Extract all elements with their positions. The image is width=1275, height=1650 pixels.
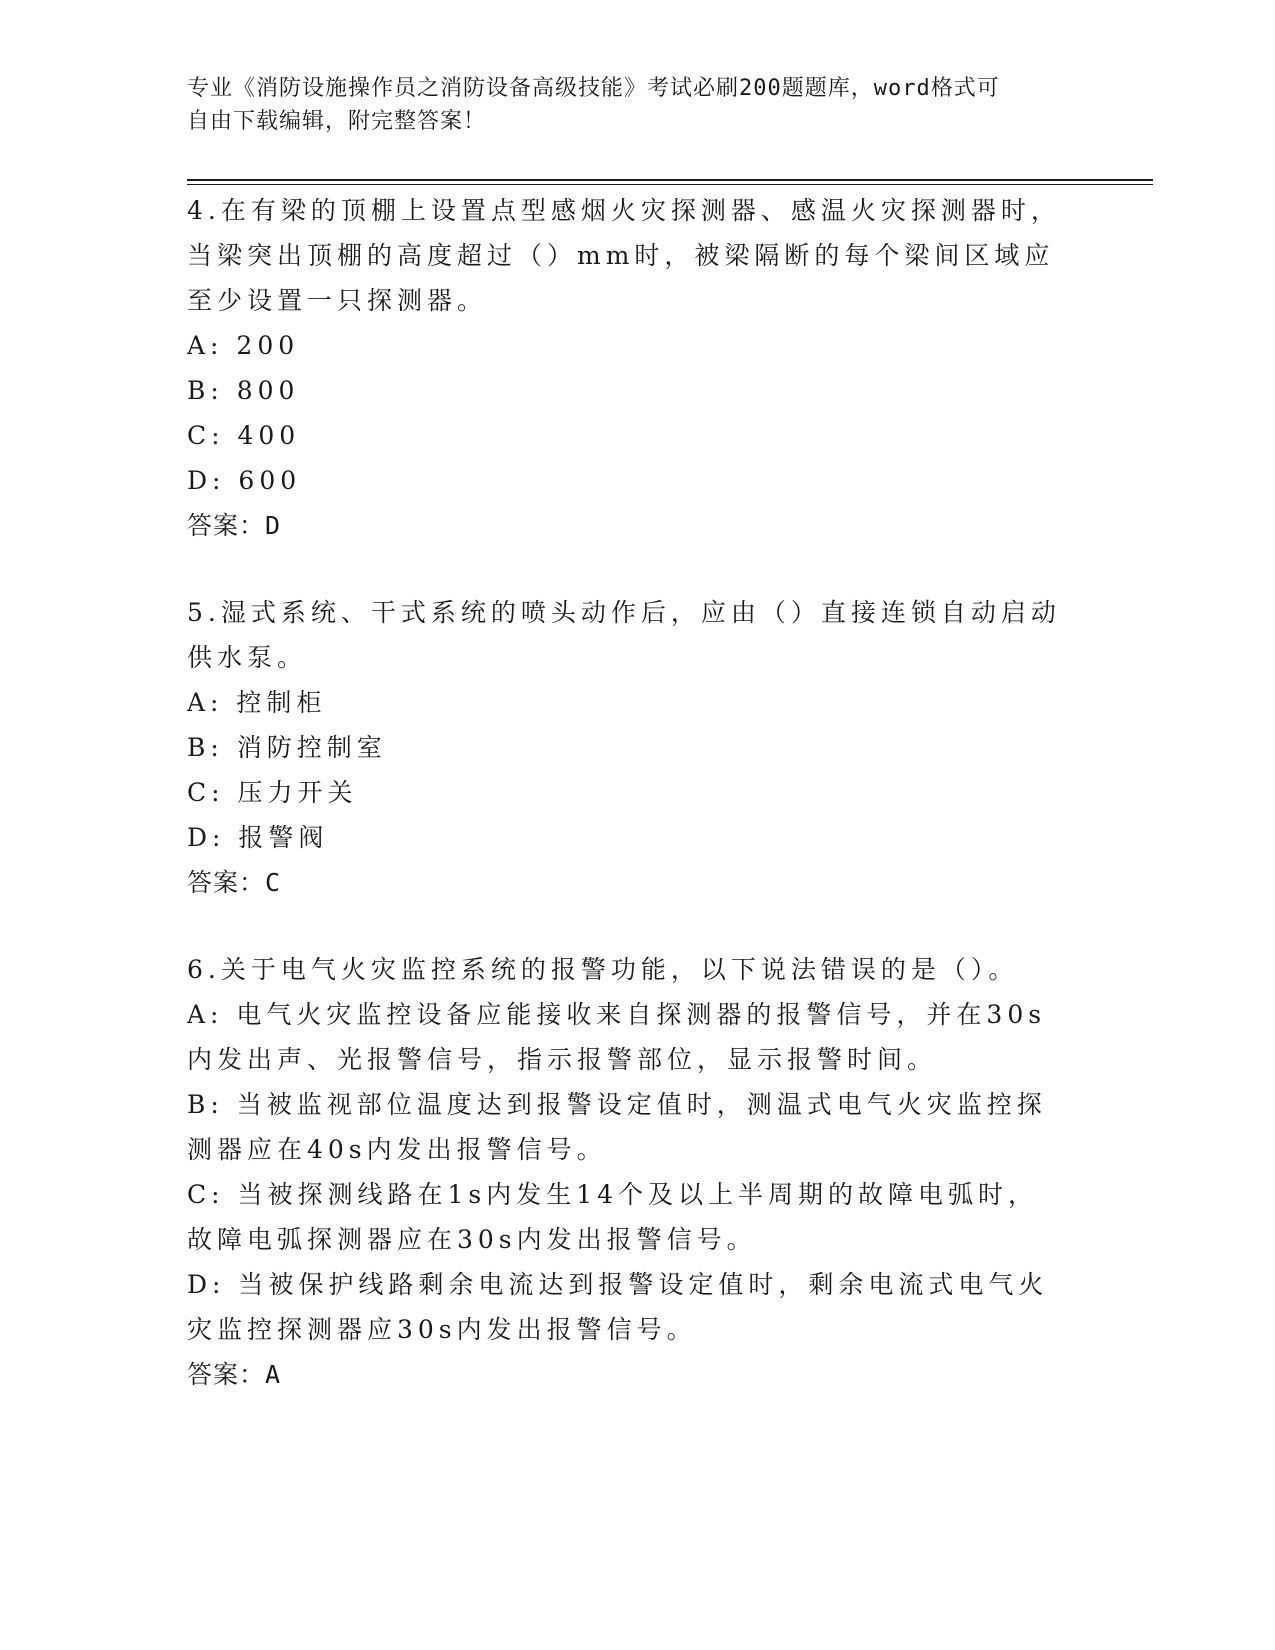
question-6 [187, 947, 1067, 1397]
option-c: C: 压力开关 [187, 778, 358, 807]
answer-label: 答案：C [187, 868, 282, 897]
option-c: C: 400 [187, 421, 301, 450]
option-c: C: 当被探测线路在1s内发生14个及以上半周期的故障电弧时，故障电弧探测器应在30s内发出报警信号。 [187, 1180, 1039, 1254]
option-a: A: 电气火灾监控设备应能接收来自探测器的报警信号，并在30s内发出声、光报警信号，指示报警部位，显示报警时间。 [187, 1000, 1047, 1074]
answer-label: 答案：A [187, 1360, 282, 1389]
header-line-2: 自由下载编辑，附完整答案！ [187, 109, 487, 134]
document-header [187, 72, 1067, 138]
header-divider-thin [187, 184, 1153, 185]
option-b: B: 800 [187, 376, 300, 405]
header-line-1: 专业《消防设施操作员之消防设备高级技能》考试必刷200题题库，word格式可 [187, 76, 1000, 101]
answer-label: 答案：D [187, 511, 282, 540]
question-list [187, 188, 1067, 1439]
option-a: A: 控制柜 [187, 688, 327, 717]
option-d: D: 600 [187, 466, 302, 495]
question-stem: 5.湿式系统、干式系统的喷头动作后，应由（）直接连锁自动启动供水泵。 [187, 598, 1061, 672]
option-b: B: 当被监视部位温度达到报警设定值时，测温式电气火灾监控探测器应在40s内发出报警信号。 [187, 1090, 1047, 1164]
option-d: D: 当被保护线路剩余电流达到报警设定值时，剩余电流式电气火灾监控探测器应30s内发出报警信号。 [187, 1270, 1049, 1344]
option-b: B: 消防控制室 [187, 733, 387, 762]
option-d: D: 报警阀 [187, 823, 329, 852]
question-5 [187, 590, 1067, 905]
question-stem: 6.关于电气火灾监控系统的报警功能，以下说法错误的是（）。 [187, 955, 1019, 984]
option-a: A: 200 [187, 331, 300, 360]
question-stem: 4.在有梁的顶棚上设置点型感烟火灾探测器、感温火灾探测器时，当梁突出顶棚的高度超过（）mm时，被梁隔断的每个梁间区域应至少设置一只探测器。 [187, 196, 1061, 315]
header-divider-thick [187, 179, 1153, 181]
question-4 [187, 188, 1067, 548]
